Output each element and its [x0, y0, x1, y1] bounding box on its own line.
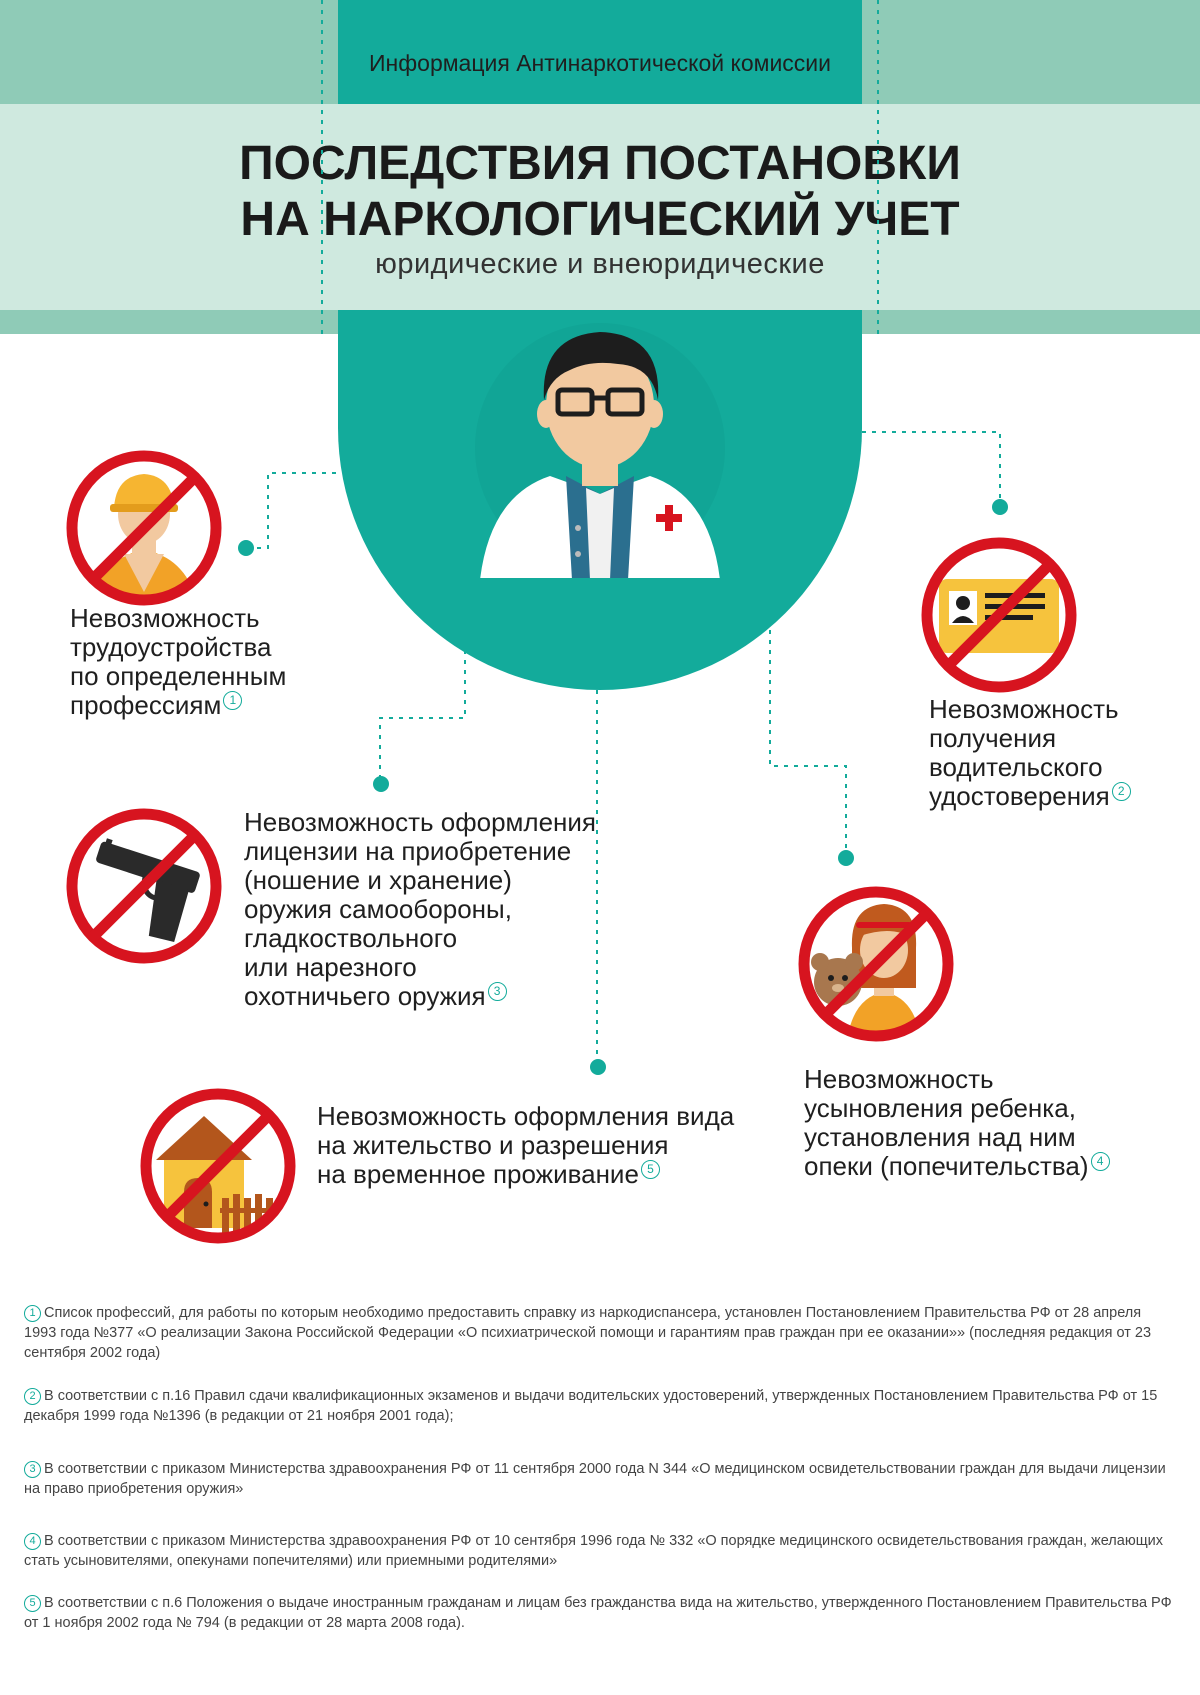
item-5-line: Невозможность оформления вида: [317, 1101, 735, 1131]
item-4-line: опеки (попечительства): [804, 1151, 1089, 1181]
item-4-line: установления над ним: [804, 1122, 1076, 1152]
footnote-text: В соответствии с приказом Министерства здравоохранения РФ от 10 сентября 1996 года № 332 «О порядке медицинского освидетельствования граждан, желающих стать усыновителями, опекунами попечителями) или приемными родителями»: [24, 1533, 1163, 1569]
footnote-text: В соответствии с приказом Министерства здравоохранения РФ от 11 сентября 2000 года N 344 «О медицинском освидетельствовании граждан для выдачи лицензии на право приобретения оружия»: [24, 1461, 1166, 1497]
item-3-line: (ношение и хранение): [244, 865, 512, 895]
note-marker-5: 5: [641, 1160, 660, 1179]
item-5-line: на временное проживание: [317, 1159, 639, 1189]
item-employment: [70, 604, 286, 720]
footnote-number: 5: [24, 1595, 41, 1612]
footnote-number: 1: [24, 1305, 41, 1322]
footnote-2: [24, 1386, 1174, 1426]
page-title-line-1: ПОСЛЕДСТВИЯ ПОСТАНОВКИ: [239, 137, 961, 190]
footnote-number: 2: [24, 1388, 41, 1405]
footnote-text: В соответствии с п.16 Правил сдачи квалификационных экзаменов и выдачи водительских удостоверений, утвержденных Постановлением Правительства РФ от 15 декабря 1999 года №1396 (в редакции от 21 ноября 2001 года);: [24, 1388, 1158, 1424]
note-marker-3: 3: [488, 982, 507, 1001]
item-3-line: лицензии на приобретение: [244, 836, 572, 866]
note-marker-1: 1: [223, 691, 242, 710]
item-driver-license: [929, 695, 1131, 811]
connector-item-1: [248, 473, 336, 548]
connector-dot-2: [992, 499, 1008, 515]
pistol-icon: [58, 800, 230, 972]
footnote-number: 3: [24, 1461, 41, 1478]
item-3-line: охотничьего оружия: [244, 981, 486, 1011]
item-3-line: или нарезного: [244, 952, 417, 982]
item-3-line: оружия самообороны,: [244, 894, 512, 924]
footnote-4: [24, 1531, 1174, 1571]
connector-dot-3: [373, 776, 389, 792]
footnote-5: [24, 1593, 1174, 1633]
construction-worker-icon: [58, 442, 230, 614]
child-with-teddy-icon: [790, 878, 962, 1050]
item-adoption: [804, 1065, 1110, 1181]
footnote-3: [24, 1459, 1174, 1499]
connector-item-2: [862, 432, 1000, 505]
item-2-line: водительского: [929, 752, 1103, 782]
item-4-line: Невозможность: [804, 1064, 994, 1094]
connector-dot-5: [590, 1059, 606, 1075]
id-card-icon: [913, 529, 1085, 701]
connector-dot-4: [838, 850, 854, 866]
connector-dot-1: [238, 540, 254, 556]
page-subtitle: юридические и внеюридические: [375, 248, 825, 280]
house-icon: [132, 1080, 304, 1252]
commission-label: Информация Антинаркотической комиссии: [369, 50, 831, 76]
connector-item-3: [380, 640, 465, 784]
connector-item-4: [770, 610, 846, 856]
item-1-line: профессиям: [70, 690, 222, 720]
item-3-line: гладкоствольного: [244, 923, 458, 953]
footnote-number: 4: [24, 1533, 41, 1550]
item-residence-permit: [317, 1102, 734, 1189]
item-weapon-license: [244, 808, 596, 1011]
item-3-line: Невозможность оформления: [244, 807, 597, 837]
item-2-line: получения: [929, 723, 1057, 753]
item-1-line: Невозможность: [70, 603, 260, 633]
item-2-line: удостоверения: [929, 781, 1110, 811]
footnote-text: В соответствии с п.6 Положения о выдаче иностранным гражданам и лицам без гражданства вида на жительство, утвержденного Постановлением Правительства РФ от 1 ноября 2002 года № 794 (в редакции от 28 марта 2008 года).: [24, 1595, 1172, 1631]
note-marker-2: 2: [1112, 782, 1131, 801]
footnote-text: Список профессий, для работы по которым необходимо предоставить справку из наркодиспансера, установлен Постановлением Правительства РФ от 28 апреля 1993 года №377 «О реализации Закона Российской Федерации «О психиатрической помощи и гарантиям прав граждан при ее оказании»» (последняя редакция от 23 сентября 2002 года): [24, 1305, 1152, 1361]
item-2-line: Невозможность: [929, 694, 1119, 724]
item-4-line: усыновления ребенка,: [804, 1093, 1076, 1123]
note-marker-4: 4: [1091, 1152, 1110, 1171]
item-1-line: по определенным: [70, 661, 287, 691]
item-5-line: на жительство и разрешения: [317, 1130, 669, 1160]
page-title-line-2: НА НАРКОЛОГИЧЕСКИЙ УЧЕТ: [240, 193, 960, 246]
item-1-line: трудоустройства: [70, 632, 272, 662]
footnote-1: [24, 1303, 1174, 1363]
